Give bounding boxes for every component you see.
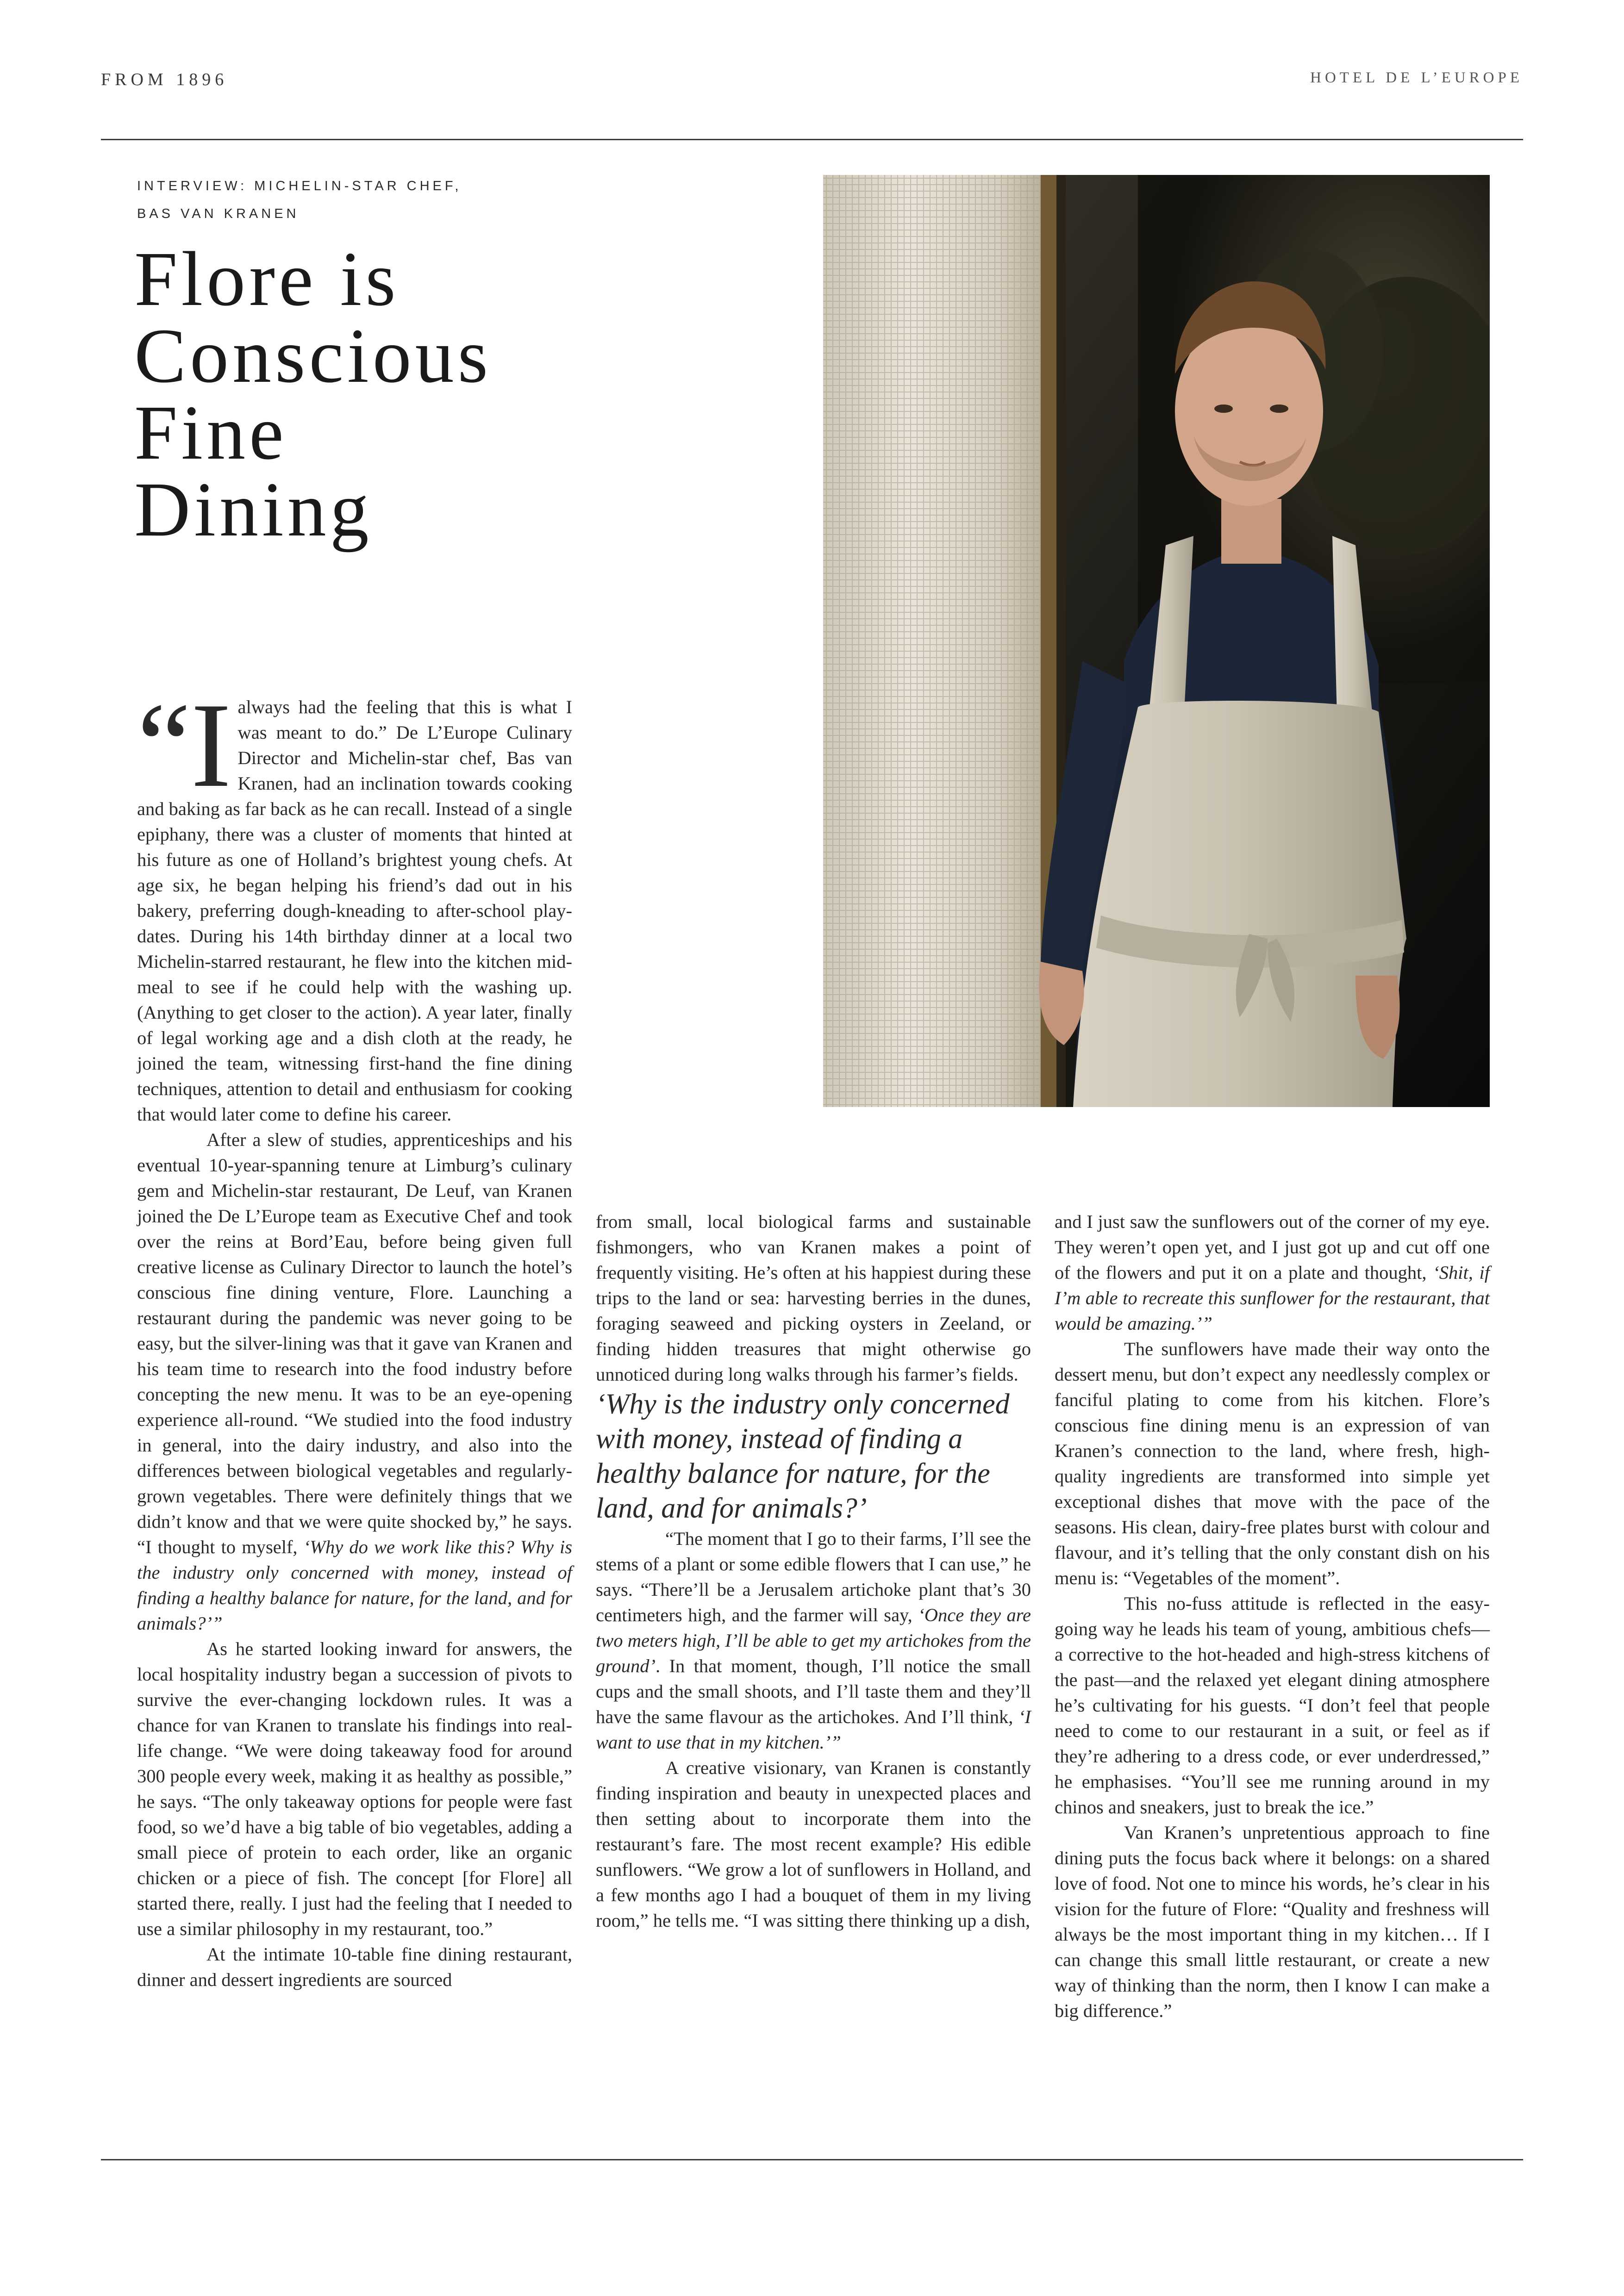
paragraph-2-text: After a slew of studies, apprenticeships and his eventual 10-year-spanning tenure at Limburg’s culinary gem and Michelin-star restaurant, De Leuf, van Kranen joined the De L’Europe team as Executive Chef and took over the reins at Bord’Eau, before being given full creative license as Culinary Director to launch the hotel’s conscious fine dining venture, Flore. Launching a restaurant during the pandemic was never going to be easy, but the silver-lining was that it gave van Kranen and his team time to research into the food industry before concepting the new menu. It was to be an eye-opening experience all-round. “We studied into the food industry in general, into the dairy industry, and also into the differences between biological vegetables and regularly-grown vegetables. There were definitely things that we didn’t know and that we were quite shocked by,” he says. “I thought to myself, [137,1129,572,1557]
article-headline [134,236,597,553]
article-column-1 [137,678,573,1992]
paragraph-1 [137,678,572,1127]
chef-portrait-illustration [823,175,1490,1107]
article-kicker [137,172,554,228]
paragraph-7: The sunflowers have made their way onto the dessert menu, but don’t expect any needlessly complex or fanciful plating to come from his kitchen. Flore’s conscious fine dining menu is an expression of van Kranen’s connection to the land, where fresh, high-quality ingredients are transformed into simple yet exceptional dishes that move with the pace of the seasons. His clean, dairy-free plates burst with colour and flavour, and it’s telling that the only constant dish on his menu is: “Vegetables of the moment”. [1055,1338,1490,1588]
paragraph-5 [596,1526,1031,1755]
headline-line-1: Flore is [134,236,400,322]
article-column-2 [596,1209,1031,1933]
chef-portrait-photo [823,175,1490,1107]
headline-line-4: Dining [134,467,373,553]
paragraph-8: This no-fuss attitude is reflected in the easy-going way he leads his team of young, ambitious chefs—a corrective to the hot-headed and high-stress kitchens of the past—and the relaxed yet elegant dining atmosphere he’s cultivating for his guests. “I don’t feel that people need to come to our restaurant in a suit, or feel as if they’re adhering to a dress code, or ever underdressed,” he emphasises. “You’ll see me running around in my chinos and sneakers, just to break the ice.” [1055,1593,1490,1817]
kicker-line-2: BAS VAN KRANEN [137,206,300,221]
paragraph-5-mid: . In that moment, though, I’ll notice the small cups and the small shoots, and I’ll taste them and they’ll have the same flavour as the artichokes. And I’ll think, [596,1655,1031,1727]
paragraph-6: A creative visionary, van Kranen is constantly finding inspiration and beauty in unexpected places and then setting about to incorporate them into the restaurant’s fare. The most recent example? His edible sunflowers. “We grow a lot of sunflowers in Holland, and a few months ago I had a bouquet of them in my living room,” he tells me. “I was sitting there thinking up a dish, [596,1757,1031,1931]
paragraph-4-continued: from small, local biological farms and sustainable fishmongers, who van Kranen makes a point of frequently visiting. He’s often at his happiest during these trips to the land or sea: harvesting berries in the dunes, foraging seaweed and picking oysters in Zeeland, or finding hidden treasures that might otherwise go unnoticed during long walks through his farmer’s fields. [596,1211,1031,1385]
headline-line-2: Conscious [134,313,492,399]
bottom-divider [101,2159,1523,2160]
paragraph-6-continued [1055,1209,1490,1336]
paragraph-2-quote: ‘Why do we work like this? Why is the industry only concerned with money, instead of finding a healthy balance for nature, for the land, and for animals?’” [137,1537,573,1634]
paragraph-1-text: always had the feeling that this is what I was meant to do.” De L’Europe Culinary Director and Michelin-star chef, Bas van Kranen, had an inclination towards cooking and baking as far back as he can recall. Instead of a single epiphany, there was a cluster of moments that hinted at his future as one of Holland’s brightest young chefs. At age six, he began helping his friend’s dad out in his bakery, preferring dough-kneading to after-school play-dates. During his 14th birthday dinner at a local two Michelin-starred restaurant, he flew into the kitchen mid-meal to see if he could help with the washing up. (Anything to get closer to the action). A year later, finally of legal working age and a dish cloth at the ready, he joined the team, witnessing first-hand the fine dining techniques, attention to detail and enthusiasm for cooking that would later come to define his career. [137,697,572,1125]
paragraph-5-quote-1: ‘Once they are two meters high, I’ll be able to get my artichokes from the ground’ [596,1605,1031,1676]
drop-cap: “I [137,678,231,812]
paragraph-5-text: “The moment that I go to their farms, I’ll see the stems of a plant or some edible flowers that I can use,” he says. “There’ll be a Jerusalem artichoke plant that’s 30 centimeters high, and the farmer will say, [596,1528,1031,1625]
kicker-line-1: INTERVIEW: MICHELIN-STAR CHEF, [137,179,462,193]
pull-quote: ‘Why is the industry only concerned with money, instead of finding a healthy balance for nature, for the land, and for animals?’ [596,1388,1010,1524]
article-column-3 [1055,1209,1490,2023]
paragraph-2 [137,1127,572,1636]
paragraph-6-continued-text: and I just saw the sunflowers out of the corner of my eye. They weren’t open yet, and I just got up and cut off one of the flowers and put it on a plate and thought, [1055,1211,1490,1283]
top-divider [101,139,1523,140]
paragraph-3: As he started looking inward for answers, the local hospitality industry began a succession of pivots to survive the ever-changing lockdown rules. It was a chance for van Kranen to translate his findings into real-life change. “We were doing takeaway food for around 300 people every week, making it as healthy as possible,” he says. “The only takeaway options for people were fast food, so we’d have a big table of bio vegetables, adding a small piece of protein to each order, like an organic chicken or a piece of fish. The concept [for Flore] all started there, really. I just had the feeling that I needed to use a similar philosophy in my restaurant, too.” [137,1638,572,1939]
headline-line-3: Fine [134,390,287,476]
paragraph-4: At the intimate 10-table fine dining restaurant, dinner and dessert ingredients are sourced [137,1944,572,1990]
running-header-right: HOTEL DE L’EUROPE [1310,69,1523,86]
paragraph-5-quote-2: ‘I want to use that in my kitchen.’” [596,1706,1031,1753]
running-header-left: FROM 1896 [101,70,228,89]
paragraph-6-continued-quote: ‘Shit, if I’m able to recreate this sunflower for the restaurant, that would be amazing.’” [1055,1262,1490,1334]
paragraph-9: Van Kranen’s unpretentious approach to fine dining puts the focus back where it belongs: on a shared love of food. Not one to mince his words, he’s clear in his vision for the future of Flore: “Quality and freshness will always be the most important thing in my kitchen… If I can change this small little restaurant, or create a new way of thinking than the norm, then I know I can make a big difference.” [1055,1822,1490,2021]
